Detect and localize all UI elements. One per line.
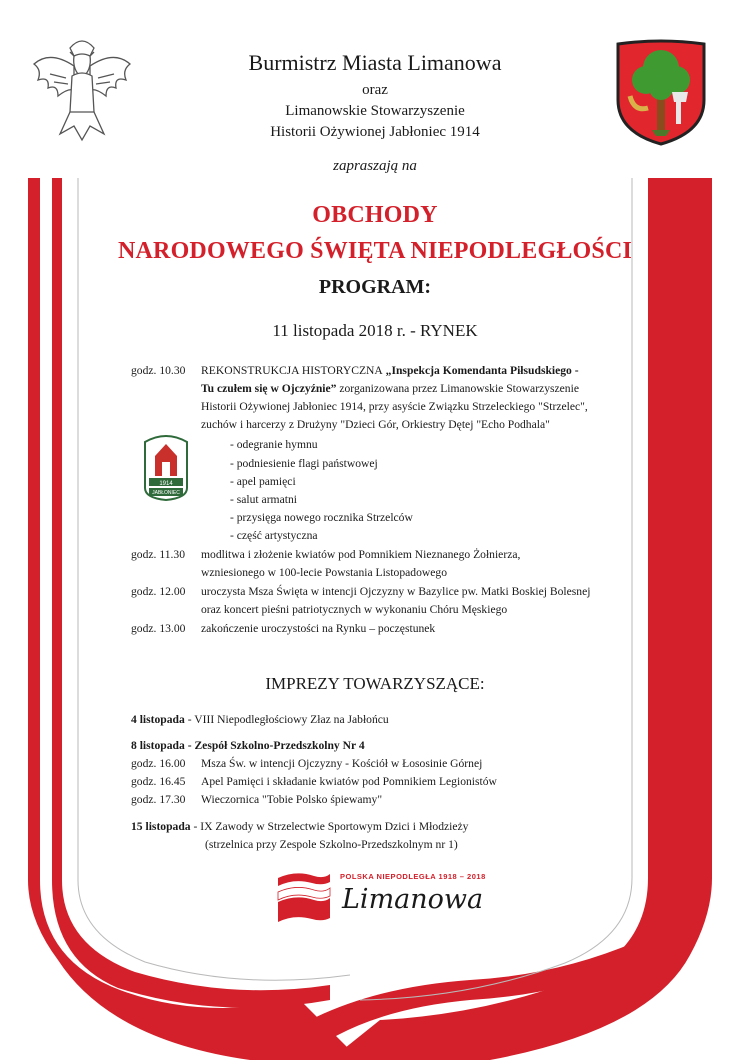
header-line-3: Limanowskie Stowarzyszenie: [285, 103, 465, 119]
header-line-4: Historii Ożywionej Jabłoniec 1914: [270, 124, 480, 140]
program-item-2-line-2: wzniesionego w 100-lecie Powstania Listopadowego: [201, 566, 447, 579]
side-event-2-item: [131, 791, 382, 810]
title-line-1: OBCHODY: [312, 202, 438, 228]
sub-item: - salut armatni: [230, 493, 297, 506]
item-time: godz. 16.00: [131, 757, 186, 770]
invite-text: zapraszają na: [333, 158, 417, 174]
item-time: godz. 12.00: [131, 585, 186, 598]
program-item-2-line-1: [131, 546, 520, 565]
side-event-3-line-2: (strzelnica przy Zespole Szkolno-Przedszkolnym nr 1): [205, 838, 458, 851]
side-event-2-item: [131, 755, 482, 774]
sub-item: - podniesienie flagi państwowej: [230, 457, 378, 470]
event-text: - IX Zawody w Strzelectwie Sportowym Dzici i Młodzieży: [190, 820, 469, 833]
item-time: godz. 11.30: [131, 548, 185, 561]
jabloniec-badge-icon: [141, 432, 191, 502]
program-item-3-line-1: [131, 583, 590, 602]
item-time: godz. 10.30: [131, 364, 186, 377]
header-line-1: Burmistrz Miasta Limanowa: [248, 50, 502, 75]
item-text: Msza Św. w intencji Ojczyzny - Kościół w Łososinie Górnej: [201, 757, 483, 770]
item-time: godz. 17.30: [131, 793, 186, 806]
polska-niepodlegla-flag-icon: [274, 870, 334, 926]
badge-year: 1914: [159, 481, 173, 487]
item-quote-b: Tu czułem się w Ojczyźnie”: [201, 382, 337, 395]
event-date: 4 listopada: [131, 713, 185, 726]
item-quote-a: „Inspekcja Komendanta Piłsudskiego -: [382, 364, 579, 377]
program-item-3-line-2: oraz koncert pieśni patriotycznych w wykonaniu Chóru Męskiego: [201, 603, 508, 616]
date-location: 11 listopada 2018 r. - RYNEK: [272, 321, 478, 340]
sub-item: - apel pamięci: [230, 475, 296, 488]
item-text: zorganizowana przez Limanowskie Stowarzyszenie: [336, 382, 579, 395]
program-heading: PROGRAM:: [318, 276, 432, 298]
item-time: godz. 13.00: [131, 622, 186, 635]
side-event-2-heading: 8 listopada - Zespół Szkolno-Przedszkolny Nr 4: [131, 739, 365, 752]
program-item-1-line-1: [131, 362, 579, 381]
sub-item: - przysięga nowego rocznika Strzelców: [230, 511, 413, 524]
program-item-1-line-2: [201, 380, 579, 399]
item-text: Apel Pamięci i składanie kwiatów pod Pomnikiem Legionistów: [201, 775, 497, 788]
event-text: - VIII Niepodległościowy Złaz na Jabłońcu: [184, 713, 389, 726]
header-line-2: oraz: [362, 82, 388, 98]
badge-name: JABŁONIEC: [152, 490, 180, 496]
item-time: godz. 16.45: [131, 775, 186, 788]
footer-town: Limanowa: [342, 884, 484, 915]
side-event-3: [131, 818, 468, 837]
sub-item: - część artystyczna: [230, 529, 318, 542]
item-lead: REKONSTRUKCJA HISTORYCZNA: [201, 364, 383, 377]
side-event-1: [131, 711, 389, 730]
title-line-2: NARODOWEGO ŚWIĘTA NIEPODLEGŁOŚCI: [117, 238, 633, 264]
item-text: uroczysta Msza Święta w intencji Ojczyzny w Bazylice pw. Matki Boskiej Bolesnej: [201, 585, 591, 598]
event-date: 15 listopada: [131, 820, 191, 833]
item-text: zakończenie uroczystości na Rynku – poczęstunek: [201, 622, 436, 635]
side-events-heading: IMPREZY TOWARZYSZĄCE:: [265, 674, 485, 693]
program-item-4-line-1: [131, 620, 435, 639]
sub-item: - odegranie hymnu: [230, 438, 318, 451]
side-event-2-item: [131, 773, 497, 792]
item-text: modlitwa i złożenie kwiatów pod Pomnikiem Nieznanego Żołnierza,: [201, 548, 521, 561]
program-item-1-line-4: zuchów i harcerzy z Drużyny "Dzieci Gór, Orkiestry Dętej "Echo Podhala": [201, 418, 550, 431]
program-item-1-line-3: Historii Ożywionej Jabłoniec 1914, przy asyście Związku Strzeleckiego "Strzelec",: [201, 400, 588, 413]
item-text: Wieczornica "Tobie Polsko śpiewamy": [201, 793, 383, 806]
footer-tagline: POLSKA NIEPODLEGŁA 1918 – 2018: [340, 872, 486, 881]
